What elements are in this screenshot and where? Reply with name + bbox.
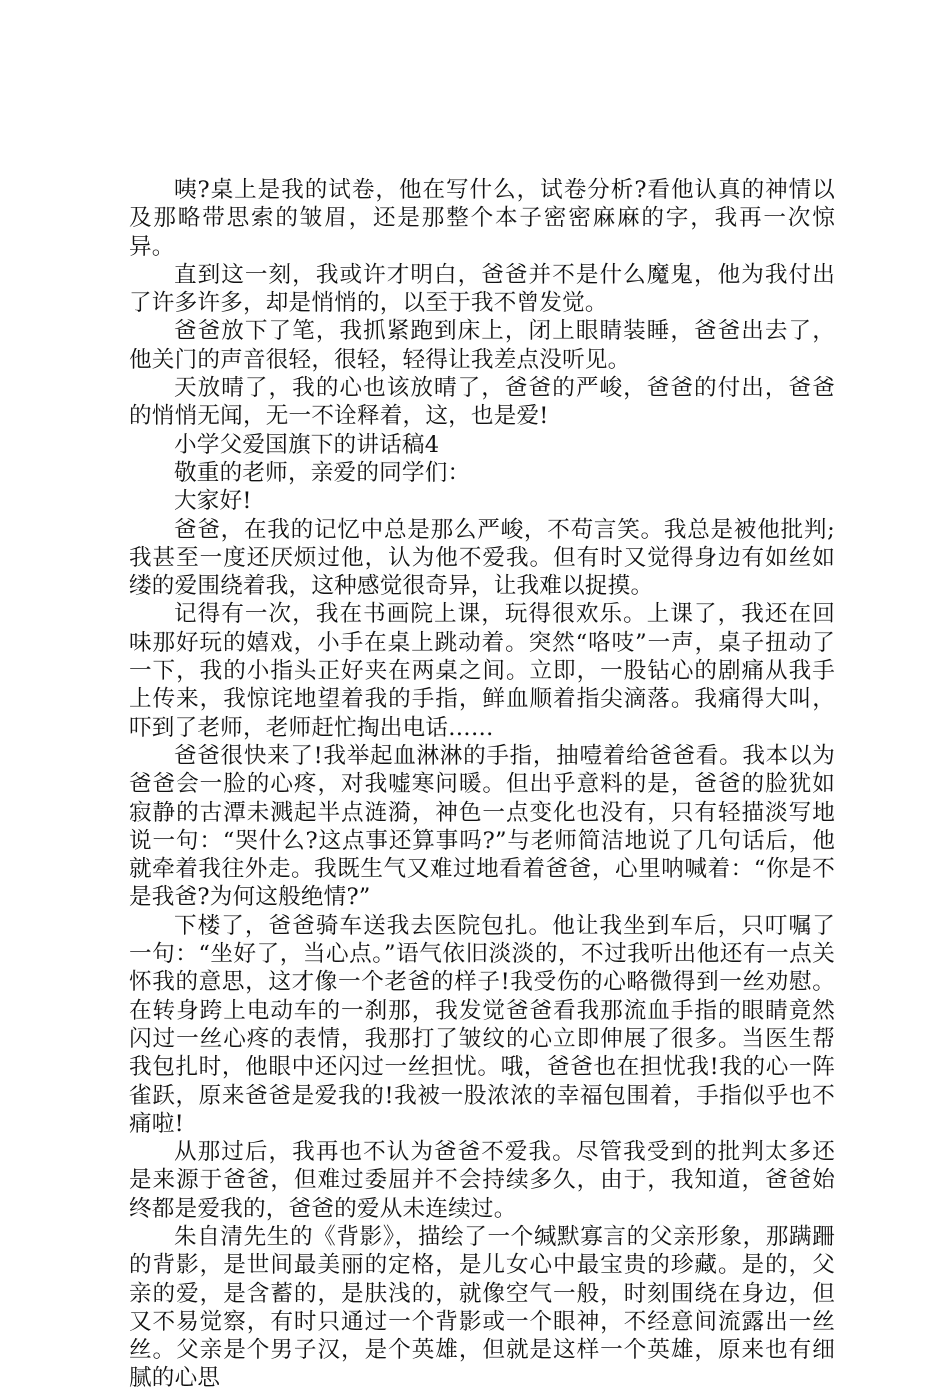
paragraph: 咦?桌上是我的试卷，他在写什么，试卷分析?看他认真的神情以及那略带思索的皱眉，还是那整个本子密密麻麻的字，我再一次惊异。 (129, 177, 835, 260)
paragraph: 朱自清先生的《背影》，描绘了一个缄默寡言的父亲形象，那蹒跚的背影，是世间最美丽的定格，是儿女心中最宝贵的珍藏。是的，父亲的爱，是含蓄的，是肤浅的，就像空气一般，时刻围绕在身边，但又不易觉察，有时只通过一个背影或一个眼神，不经意间流露出一丝丝。父亲是个男子汉，是个英雄，但就是这样一个英雄，原来也有细腻的心思 (129, 1223, 835, 1392)
section-title: 小学父爱国旗下的讲话稿4 (174, 431, 440, 458)
paragraph: 天放晴了，我的心也该放晴了，爸爸的严峻，爸爸的付出，爸爸的悄悄无闻，无一不诠释着，这，也是爱! (129, 375, 835, 430)
document-body (129, 176, 835, 1393)
paragraph: 下楼了，爸爸骑车送我去医院包扎。他让我坐到车后，只叮嘱了一句：“坐好了，当心点。”语气依旧淡淡的，不过我听出他还有一点关怀我的意思，这才像一个老爸的样子!我受伤的心略微得到一丝劝慰。在转身跨上电动车的一刹那，我发觉爸爸看我那流血手指的眼睛竟然闪过一丝心疼的表情，我那打了皱纹的心立即伸展了很多。当医生帮我包扎时，他眼中还闪过一丝担忧。哦，爸爸也在担忧我!我的心一阵雀跃，原来爸爸是爱我的!我被一股浓浓的幸福包围着，手指似乎也不痛啦! (129, 912, 835, 1137)
salutation: 敬重的老师，亲爱的同学们： (174, 459, 471, 486)
paragraph: 爸爸放下了笔，我抓紧跑到床上，闭上眼睛装睡，爸爸出去了，他关门的声音很轻，很轻，轻得让我差点没听见。 (129, 318, 835, 373)
greeting: 大家好! (174, 488, 252, 515)
paragraph: 记得有一次，我在书画院上课，玩得很欢乐。上课了，我还在回味那好玩的嬉戏，小手在桌上跳动着。突然“咯吱”一声，桌子扭动了一下，我的小指头正好夹在两桌之间。立即，一股钻心的剧痛从我手上传来，我惊诧地望着我的手指，鲜血顺着指尖滴落。我痛得大叫，吓到了老师，老师赶忙掏出电话…… (129, 601, 835, 741)
paragraph: 直到这一刻，我或许才明白，爸爸并不是什么魔鬼，他为我付出了许多许多，却是悄悄的，以至于我不曾发觉。 (129, 261, 835, 317)
paragraph: 爸爸很快来了!我举起血淋淋的手指，抽噎着给爸爸看。我本以为爸爸会一脸的心疼，对我嘘寒问暖。但出乎意料的是，爸爸的脸犹如寂静的古潭未溅起半点涟漪，神色一点变化也没有，只有轻描淡写地说一句：“哭什么?这点事还算事吗?”与老师简洁地说了几句话后，他就牵着我往外走。我既生气又难过地看着爸爸，心里呐喊着：“你是不是我爸?为何这般绝情?” (129, 742, 835, 911)
paragraph: 爸爸，在我的记忆中总是那么严峻，不苟言笑。我总是被他批判;我甚至一度还厌烦过他，认为他不爱我。但有时又觉得身边有如丝如缕的爱围绕着我，这种感觉很奇异，让我难以捉摸。 (129, 516, 835, 600)
paragraph: 从那过后，我再也不认为爸爸不爱我。尽管我受到的批判太多还是来源于爸爸，但难过委屈并不会持续多久，由于，我知道，爸爸始终都是爱我的，爸爸的爱从未连续过。 (129, 1139, 835, 1222)
